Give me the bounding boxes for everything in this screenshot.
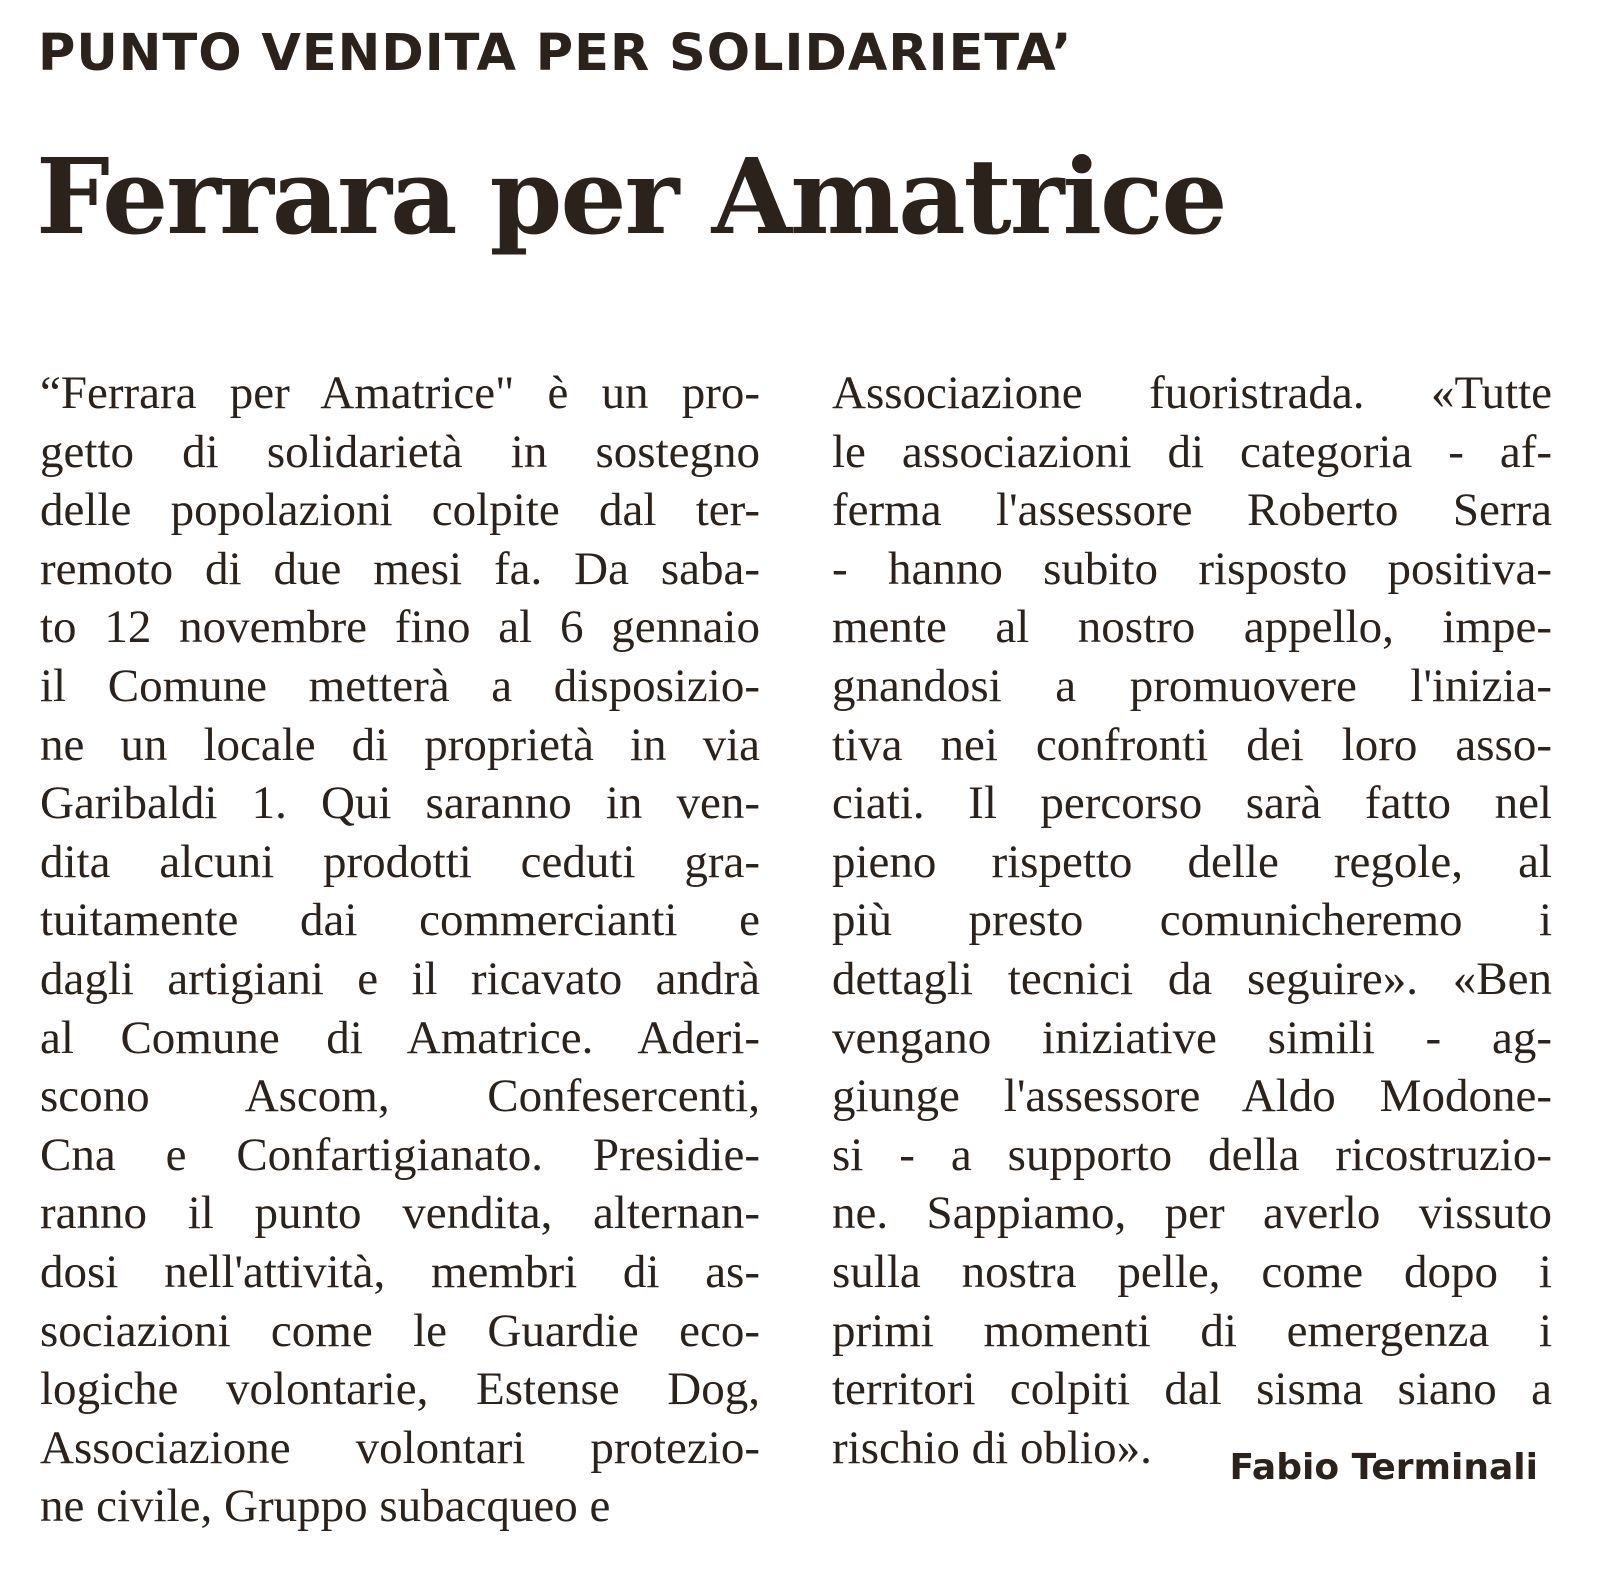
article-text-line: primi momenti di emergenza i xyxy=(832,1304,1552,1357)
article-text-line: dettagli tecnici da seguire». «Ben xyxy=(832,952,1552,1005)
article-text-line: ciati. Il percorso sarà fatto nel xyxy=(832,777,1552,830)
article-text-line: getto di solidarietà in sostegno xyxy=(40,425,760,478)
article-text-line: ne civile, Gruppo subacqueo e xyxy=(40,1480,611,1533)
article-text-line: dagli artigiani e il ricavato andrà xyxy=(40,952,760,1005)
article-text-line: sociazioni come le Guardie eco- xyxy=(40,1304,760,1357)
article-text-line: scono Ascom, Confesercenti, xyxy=(40,1070,760,1123)
article-text-line: Cna e Confartigianato. Presidie- xyxy=(40,1128,760,1181)
article-text-line: ne un locale di proprietà in via xyxy=(40,718,760,771)
article-kicker: PUNTO VENDITA PER SOLIDARIETA’ xyxy=(38,24,1073,83)
article-text-line: ne. Sappiamo, per averlo vissuto xyxy=(832,1187,1552,1240)
article-text-line: territori colpiti dal sisma siano a xyxy=(832,1363,1552,1416)
article-text-line: ferma l'assessore Roberto Serra xyxy=(832,484,1552,537)
article-text-line: sulla nostra pelle, come dopo i xyxy=(832,1245,1552,1298)
article-text-line: giunge l'assessore Aldo Modone- xyxy=(832,1070,1552,1123)
article-text-line: tuitamente dai commercianti e xyxy=(40,894,760,947)
article-text-line: mente al nostro appello, impe- xyxy=(832,601,1552,654)
article-text-line: Associazione fuoristrada. «Tutte xyxy=(832,367,1552,419)
article-text-line: si - a supporto della ricostruzio- xyxy=(832,1128,1552,1181)
article-text-line: tiva nei confronti dei loro asso- xyxy=(832,718,1552,771)
article-text-line: pieno rispetto delle regole, al xyxy=(832,835,1552,888)
article-text-line: rischio di oblio». xyxy=(832,1421,1152,1474)
article-text-line: vengano iniziative simili - ag- xyxy=(832,1011,1552,1064)
article-text-line: logiche volontarie, Estense Dog, xyxy=(40,1363,760,1416)
article-text-line: le associazioni di categoria - af- xyxy=(832,425,1552,478)
article-text-line: dosi nell'attività, membri di as- xyxy=(40,1245,760,1298)
article-text-line: - hanno subito risposto positiva- xyxy=(832,542,1552,595)
article-text-line: dita alcuni prodotti ceduti gra- xyxy=(40,835,760,888)
article-text-line: gnandosi a promuovere l'inizia- xyxy=(832,659,1552,712)
article-text-line: remoto di due mesi fa. Da saba- xyxy=(40,542,760,595)
article-text-line: ranno il punto vendita, alternan- xyxy=(40,1187,760,1240)
article-text-line: Associazione volontari protezio- xyxy=(40,1421,760,1474)
article-column-left xyxy=(40,364,760,1536)
article-text-line: il Comune metterà a disposizio- xyxy=(40,659,760,712)
article-column-right xyxy=(832,364,1552,1477)
article-byline: Fabio Terminali xyxy=(1229,1447,1538,1488)
article-headline: Ferrara per Amatrice xyxy=(36,135,1226,258)
article-text-line: to 12 novembre fino al 6 gennaio xyxy=(40,601,760,654)
article-text-line: Garibaldi 1. Qui saranno in ven- xyxy=(40,777,760,830)
article-text-line: “Ferrara per Amatrice" è un pro- xyxy=(40,367,760,419)
article-text-line: al Comune di Amatrice. Aderi- xyxy=(40,1011,760,1064)
article-text-line: più presto comunicheremo i xyxy=(832,894,1552,947)
article-text-line: delle popolazioni colpite dal ter- xyxy=(40,484,760,537)
